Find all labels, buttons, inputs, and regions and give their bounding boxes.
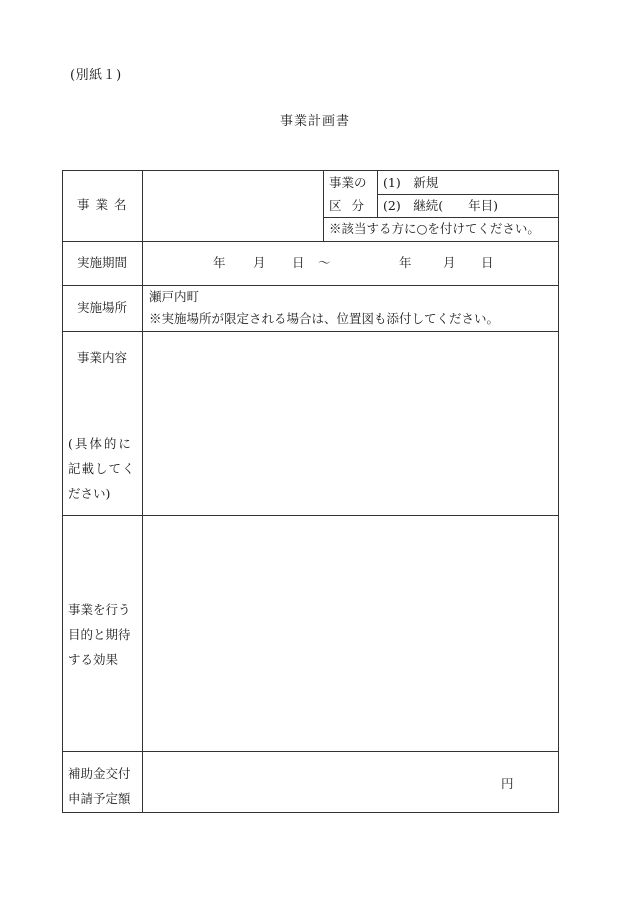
- content-field[interactable]: [149, 337, 549, 507]
- category-divider: [323, 171, 324, 241]
- purpose-field[interactable]: [149, 521, 549, 743]
- subsidy-amount-field[interactable]: [149, 759, 489, 805]
- category-note: ※該当する方に○を付けてください。: [329, 221, 540, 236]
- purpose-label-line2: 目的と期待: [68, 627, 131, 642]
- attachment-label: (別紙１): [70, 68, 122, 83]
- row-divider: [63, 515, 558, 516]
- content-sublabel-line1: (具体的に: [68, 436, 133, 451]
- period-separator: ～: [318, 255, 331, 270]
- business-name-label: 事 業 名: [77, 197, 128, 212]
- category-option-continuing[interactable]: (2) 継続( 年目): [383, 198, 498, 213]
- content-sublabel-line2: 記載してく: [68, 461, 136, 476]
- row-divider: [63, 285, 558, 286]
- label-column-divider: [142, 171, 143, 812]
- subsidy-label-line1: 補助金交付: [68, 766, 131, 781]
- row-divider: [63, 241, 558, 242]
- purpose-label-line1: 事業を行う: [68, 602, 131, 617]
- location-value[interactable]: 瀬戸内町: [149, 289, 200, 304]
- category-label-line2: 区 分: [329, 198, 367, 213]
- business-name-field[interactable]: [149, 179, 319, 235]
- start-year-unit: 年: [213, 255, 226, 270]
- end-day-unit: 日: [481, 255, 494, 270]
- location-note: ※実施場所が限定される場合は、位置図も添付してください。: [149, 311, 500, 326]
- category-option-new[interactable]: (1) 新規: [383, 175, 439, 190]
- row-divider: [63, 331, 558, 332]
- plan-form-table: [62, 170, 559, 813]
- period-label: 実施期間: [77, 255, 128, 270]
- start-month-unit: 月: [253, 255, 266, 270]
- row-divider: [63, 751, 558, 752]
- location-label: 実施場所: [77, 300, 128, 315]
- document-title: 事業計画書: [279, 114, 350, 129]
- subsidy-label-line2: 申請予定額: [68, 791, 131, 806]
- category-subrow-divider: [323, 217, 558, 218]
- category-subrow-divider: [377, 194, 558, 195]
- content-label: 事業内容: [77, 350, 128, 365]
- content-sublabel-line3: ださい): [68, 486, 111, 501]
- start-day-unit: 日: [292, 255, 305, 270]
- category-option-divider: [377, 171, 378, 217]
- category-label-line1: 事業の: [329, 175, 367, 190]
- yen-unit: 円: [501, 776, 514, 791]
- purpose-label-line3: する効果: [68, 652, 119, 667]
- end-year-unit: 年: [399, 255, 412, 270]
- end-month-unit: 月: [443, 255, 456, 270]
